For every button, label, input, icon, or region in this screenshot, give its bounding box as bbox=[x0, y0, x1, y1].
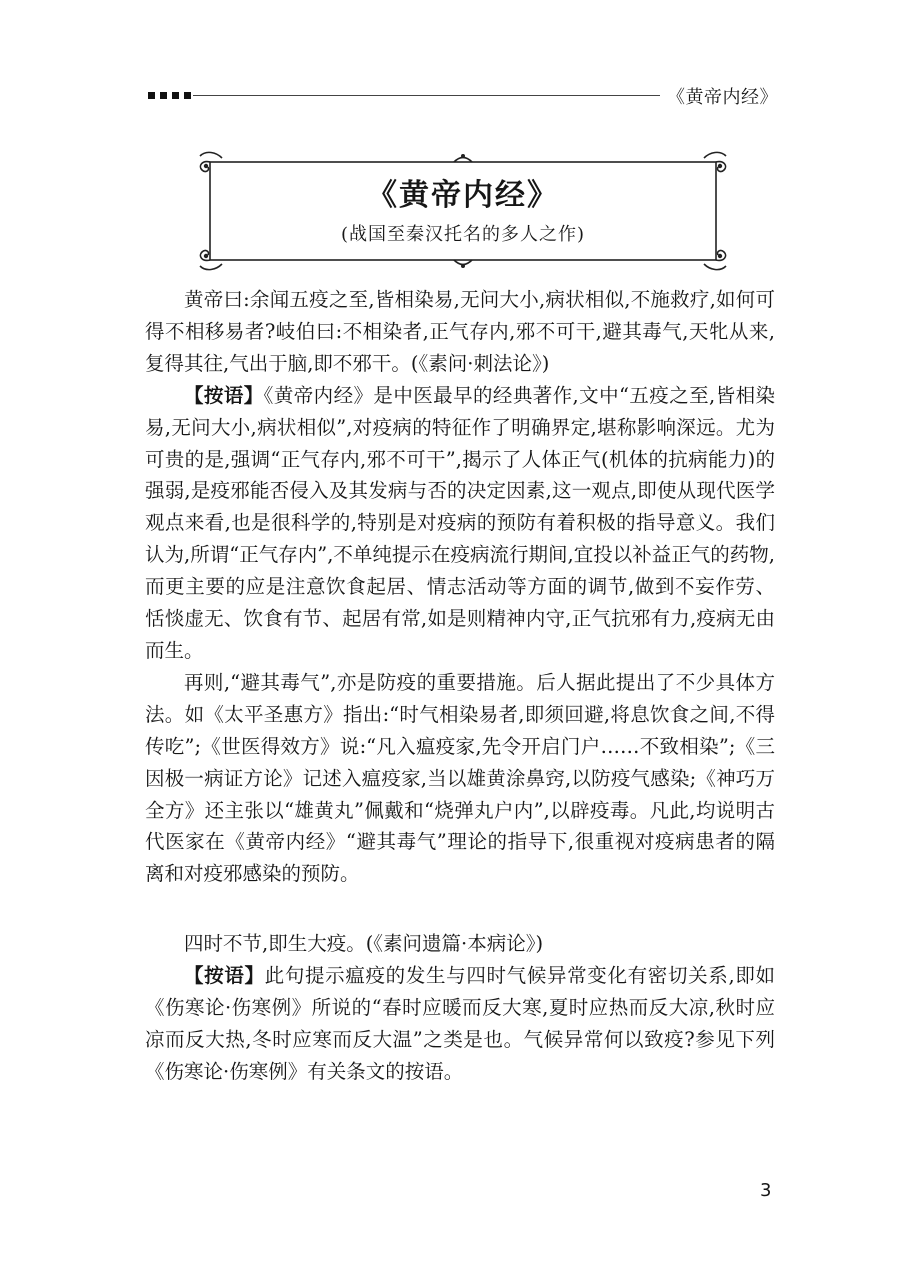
commentary-text-1: 《黄帝内经》是中医最早的经典著作,文中“五疫之至,皆相染易,无问大小,病状相似”,对疫病的特征作了明确界定,堪称影响深远。尤为可贵的是,强调“正气存内,邪不可干”,揭示了人体正气(机体的抗病能力)的强弱,是疫邪能否侵入及其发病与否的决定因素,这一观点,即使从现代医学观点来看,也是很科学的,特别是对疫病的预防有着积极的指导意义。我们认为,所谓“正气存内”,不单纯提示在疫病流行期间,宜投以补益正气的药物,而更主要的应是注意饮食起居、情志活动等方面的调节,做到不妄作劳、恬惔虚无、饮食有节、起居有常,如是则精神内守,正气抗邪有力,疫病无由而生。 bbox=[145, 383, 775, 662]
commentary-paragraph-3 bbox=[145, 960, 775, 1088]
quote-paragraph-2: 四时不节,即生大疫。(《素问遗篇·本病论》) bbox=[184, 932, 544, 955]
body-block-1 bbox=[145, 284, 775, 890]
header-book-title: 《黄帝内经》 bbox=[667, 87, 778, 108]
commentary-text-3: 此句提示瘟疫的发生与四时气候异常变化有密切关系,即如《伤寒论·伤寒例》所说的“春时应暖而反大寒,夏时应热而反大凉,秋时应凉而反大热,冬时应寒而反大温”之类是也。气候异常何以致疫?参见下列《伤寒论·伤寒例》有关条文的按语。 bbox=[145, 963, 775, 1083]
quote-paragraph-1: 黄帝曰:余闻五疫之至,皆相染易,无问大小,病状相似,不施救疗,如何可得不相移易者?岐伯曰:不相染者,正气存内,邪不可干,避其毒气,天牝从来,复得其往,气出于脑,即不邪干。(《素问·刺法论》) bbox=[145, 288, 775, 375]
commentary-label-1: 【按语】 bbox=[184, 383, 264, 407]
section-title: 《黄帝内经》 bbox=[367, 178, 559, 213]
commentary-label-2: 【按语】 bbox=[184, 963, 265, 987]
commentary-paragraph-2: 再则,“避其毒气”,亦是防疫的重要措施。后人据此提出了不少具体方法。如《太平圣惠方》指出:“时气相染易者,即须回避,将息饮食之间,不得传吃”;《世医得效方》说:“凡入瘟疫家,先令开启门户……不致相染”;《三因极一病证方论》记述入瘟疫家,当以雄黄涂鼻窍,以防疫气感染;《神巧万全方》还主张以“雄黄丸”佩戴和“烧弹丸户内”,以辟疫毒。凡此,均说明古代医家在《黄帝内经》“避其毒气”理论的指导下,很重视对疫病患者的隔离和对疫邪感染的预防。 bbox=[145, 670, 775, 886]
page-number: 3 bbox=[760, 1180, 772, 1201]
body-block-2 bbox=[145, 928, 775, 1088]
section-title-frame bbox=[196, 150, 730, 272]
header-rule bbox=[193, 95, 660, 96]
section-subtitle: (战国至秦汉托名的多人之作) bbox=[340, 224, 586, 245]
commentary-paragraph-1 bbox=[145, 380, 775, 667]
header-squares-decoration bbox=[148, 92, 191, 99]
running-header bbox=[148, 84, 778, 114]
